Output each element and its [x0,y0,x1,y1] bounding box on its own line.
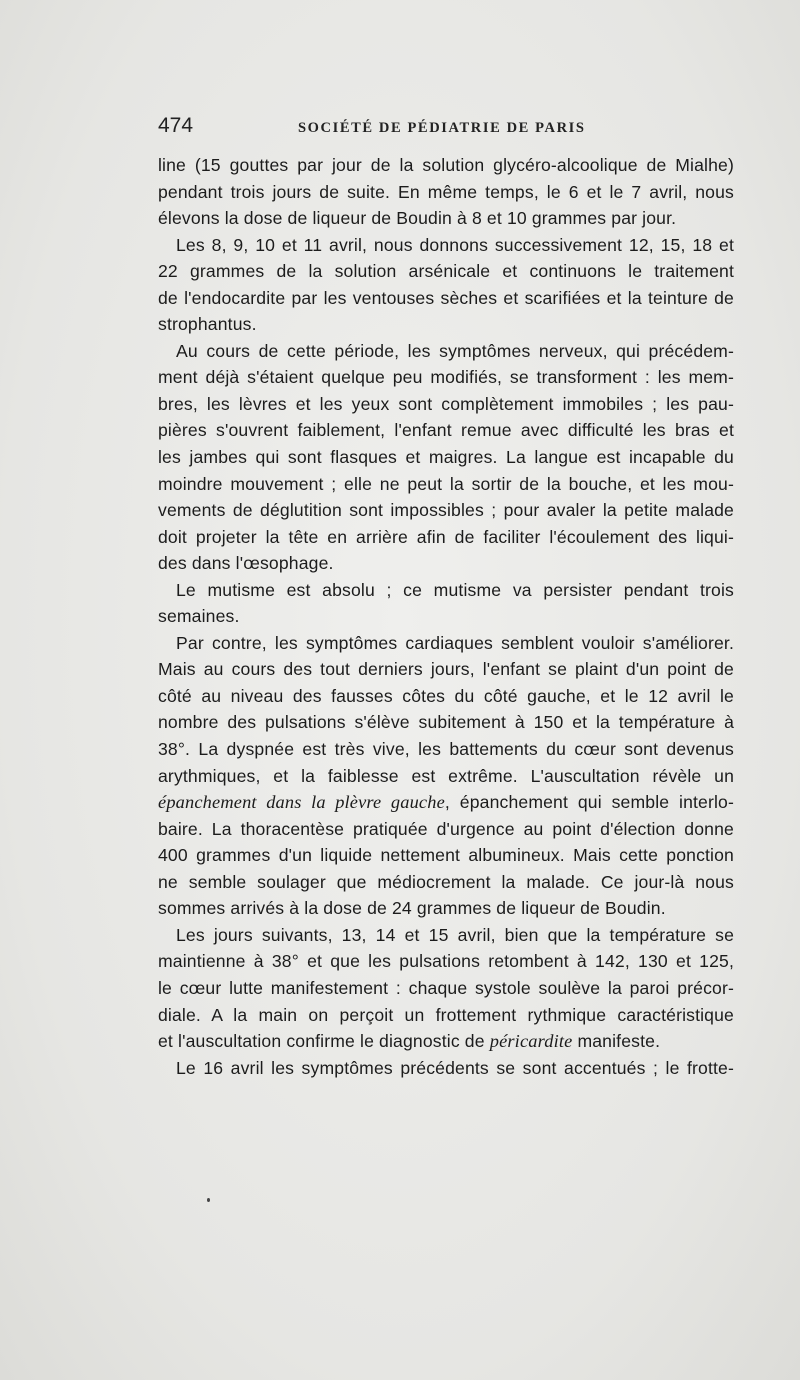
text-line: sommes arrivés à la dose de 24 grammes de liqueur de Boudin. [158,898,666,919]
text-line: 400 grammes d'un liquide nettement albumineux. Mais cette ponction [158,845,734,866]
text-line: baire. La thoracentèse pratiquée d'urgence au point d'élection donne [158,818,734,839]
text-line-with-italic [158,789,734,816]
text-line: maintienne à 38° et que les pulsations retombent à 142, 130 et 125, [158,951,734,972]
text-line: bres, les lèvres et les yeux sont complètement immobiles ; les pau- [158,393,734,414]
text-line: 38°. La dyspnée est très vive, les battements du cœur sont devenus [158,739,734,760]
text-line: ment déjà s'étaient quelque peu modifiés, se transforment : les mem- [158,367,734,388]
running-head: SOCIÉTÉ DE PÉDIATRIE DE PARIS [298,120,586,136]
text-line: le cœur lutte manifestement : chaque systole soulève la paroi précor- [158,977,734,998]
text-line: de l'endocardite par les ventouses sèches et scarifiées et la teinture de [158,287,734,308]
italic-phrase: péricardite [489,1031,573,1052]
text-line: Au cours de cette période, les symptômes nerveux, qui précédem- [176,340,734,361]
text-line: les jambes qui sont flasques et maigres. La langue est incapable du [158,447,734,468]
text-line: Par contre, les symptômes cardiaques semblent vouloir s'améliorer. [176,632,734,653]
text-line-with-italic [158,1028,734,1055]
print-speck [207,1198,210,1202]
text-line: Le 16 avril les symptômes précédents se sont accentués ; le frotte- [176,1057,734,1078]
text-line: 22 grammes de la solution arsénicale et continuons le traitement [158,261,734,282]
text-line: Le mutisme est absolu ; ce mutisme va persister pendant trois [176,579,734,600]
text-line: arythmiques, et la faiblesse est extrême. L'auscultation révèle un [158,765,734,786]
text-line: pendant trois jours de suite. En même temps, le 6 et le 7 avril, nous [158,181,734,202]
text-line: pières s'ouvrent faiblement, l'enfant remue avec difficulté les bras et [158,420,734,441]
text-line: vements de déglutition sont impossibles ; pour avaler la petite malade [158,500,734,521]
text-line: moindre mouvement ; elle ne peut la sortir de la bouche, et les mou- [158,473,734,494]
text-line: diale. A la main on perçoit un frottement rythmique caractéristique [158,1004,734,1025]
text-span: , épanchement qui semble interlo- [444,792,735,813]
italic-phrase: épanchement dans la plèvre gauche [158,792,445,813]
text-line: Les 8, 9, 10 et 11 avril, nous donnons successivement 12, 15, 18 et [176,234,734,255]
text-line: semaines. [158,606,240,627]
text-line: Mais au cours des tout derniers jours, l'enfant se plaint d'un point de [158,659,734,680]
text-line: des dans l'œsophage. [158,553,334,574]
text-span: et l'auscultation confirme le diagnostic de [158,1031,490,1052]
text-line: nombre des pulsations s'élève subitement à 150 et la température à [158,712,734,733]
text-line: élevons la dose de liqueur de Boudin à 8 et 10 grammes par jour. [158,208,677,229]
text-line: strophantus. [158,314,257,335]
text-span: manifeste. [572,1031,661,1052]
body-text [158,152,734,1081]
text-line: Les jours suivants, 13, 14 et 15 avril, bien que la température se [176,924,734,945]
text-line: line (15 gouttes par jour de la solution glycéro-alcoolique de Mialhe) [158,155,734,175]
text-line: ne semble soulager que médiocrement la malade. Ce jour-là nous [158,871,734,892]
page-header [158,114,732,144]
text-line: côté au niveau des fausses côtes du côté gauche, et le 12 avril le [158,685,734,706]
page-number: 474 [158,114,194,137]
text-line: doit projeter la tête en arrière afin de faciliter l'écoulement des liqui- [158,526,734,547]
